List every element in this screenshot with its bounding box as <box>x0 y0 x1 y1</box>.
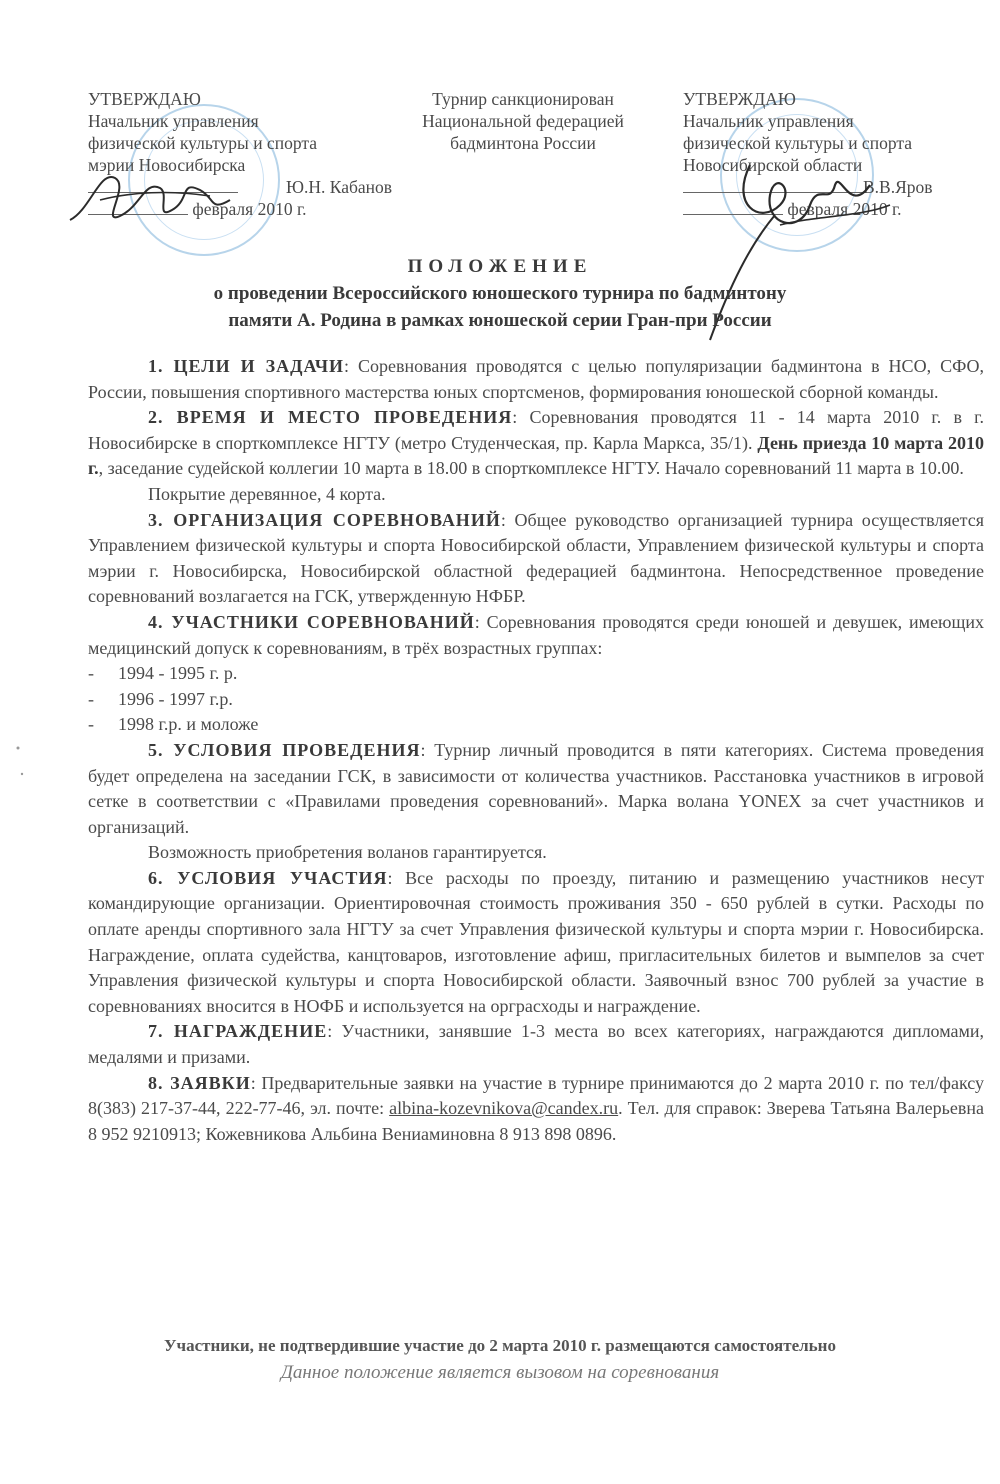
section-text-continued: , заседание судейской коллегии 10 марта в 18.00 в спорткомплексе НГТУ. Начало соревнований 11 марта в 10.00. <box>98 458 964 479</box>
section-heading: 2. ВРЕМЯ И МЕСТО ПРОВЕДЕНИЯ <box>148 407 513 428</box>
document-title: ПОЛОЖЕНИЕ <box>407 256 593 277</box>
section-text: : Турнир личный проводится в пяти категориях. Система проведения будет определена на заседании ГСК, в зависимости от количества участников. Расстановка участников в игровой сетке в соответствии с «Правилами проведения соревнований». Марка волана YONEX за счет участников и организаций. <box>88 739 984 837</box>
position-line-1: Начальник управления <box>88 111 259 131</box>
age-group-item: - 1994 - 1995 г. р. <box>88 663 238 684</box>
section-heading: 3. ОРГАНИЗАЦИЯ СОРЕВНОВАНИЙ <box>148 509 501 530</box>
section-text: : Соревнования проводятся с целью популяризации бадминтона в НСО, СФО, России, повышения спортивного мастерства юных спортсменов, формирования юношеской сборной команды. <box>88 356 985 402</box>
section-text: : Все расходы по проезду, питанию и размещению участников несут командирующие организации. Ориентировочная стоимость проживания 350 - 650 рублей в сутки. Расходы по оплате аренды спортивного зала НГТУ за счет Управления физической культуры и спорта мэрии г. Новосибирска. Награждение, оплата судейства, канцтоваров, изготовление афиш, пригласительных билетов и вымпелов за счет Управления физической культуры и спорта Новосибирской области. Заявочный взнос 700 рублей за участие в соревнованиях вносится в НОФБ и используется на орграсходы и награждение. <box>88 867 984 1016</box>
approve-label: УТВЕРЖДАЮ <box>88 89 201 109</box>
position-line-3: мэрии Новосибирска <box>88 155 246 175</box>
section-heading: 4. УЧАСТНИКИ СОРЕВНОВАНИЙ <box>148 611 475 632</box>
signatory-name: Ю.Н. Кабанов <box>286 177 393 197</box>
age-group-item: - 1998 г.р. и моложе <box>88 714 259 735</box>
position-line-3: Новосибирской области <box>683 155 863 175</box>
section-heading: 6. УСЛОВИЯ УЧАСТИЯ <box>148 867 388 888</box>
position-line-1: Начальник управления <box>683 111 854 131</box>
approve-label: УТВЕРЖДАЮ <box>683 89 796 109</box>
sanction-line-2: Национальной федерацией <box>422 111 624 131</box>
position-line-2: физической культуры и спорта <box>88 133 317 153</box>
section-text: : Соревнования проводятся среди юношей и девушек, имеющих медицинский допуск к соревнованиям, в трёх возрастных группах: <box>88 611 984 658</box>
sanction-line-1: Турнир санкционирован <box>432 89 614 109</box>
email-link[interactable]: albina-kozevnikova@candex.ru <box>389 1098 619 1119</box>
section-heading: 5. УСЛОВИЯ ПРОВЕДЕНИЯ <box>148 739 421 760</box>
section-text: : Предварительные заявки на участие в турнире принимаются до 2 марта 2010 г. по тел/факсу 8(383) 217-37-44, 222-77-46, эл. почте: <box>88 1072 985 1119</box>
section-heading: 1. ЦЕЛИ И ЗАДАЧИ <box>148 356 345 376</box>
position-line-2: физической культуры и спорта <box>683 133 912 153</box>
section-text: : Соревнования проводятся 11 - 14 марта 2010 г. в г. Новосибирске в спорткомплексе НГТУ (метро Студенческая, пр. Карла Маркса, 35/1). <box>88 407 984 453</box>
document-subtitle-line-1: о проведении Всероссийского юношеского турнира по бадминтону <box>213 283 787 304</box>
arrival-date: День приезда 10 марта 2010 г. <box>88 432 985 479</box>
approval-date: февраля 2010 г. <box>192 199 307 219</box>
section-note: Покрытие деревянное, 4 корта. <box>148 483 386 504</box>
document-subtitle-line-2: памяти А. Родина в рамках юношеской серии Гран-при России <box>228 310 772 331</box>
section-heading: 8. ЗАЯВКИ <box>148 1072 251 1093</box>
signatory-name: В.В.Яров <box>863 177 933 197</box>
sanction-line-3: бадминтона России <box>450 133 596 153</box>
age-group-item: - 1996 - 1997 г.р. <box>88 688 233 709</box>
section-heading: 7. НАГРАЖДЕНИЕ <box>148 1021 328 1042</box>
section-text-continued: . Тел. для справок: Зверева Татьяна Валерьевна 8 952 9210913; Кожевникова Альбина Вениаминовна 8 913 898 0896. <box>88 1098 984 1144</box>
footer-invitation: Данное положение является вызовом на соревнования <box>280 1362 720 1383</box>
approval-date: февраля 2010 г. <box>787 199 902 219</box>
age-group-label: 1998 г.р. и моложе <box>118 714 259 735</box>
section-note: Возможность приобретения воланов гарантируется. <box>148 842 547 863</box>
age-group-label: 1996 - 1997 г.р. <box>118 688 233 709</box>
footer-notice: Участники, не подтвердившие участие до 2 марта 2010 г. размещаются самостоятельно <box>164 1336 836 1355</box>
age-group-label: 1994 - 1995 г. р. <box>118 663 238 684</box>
section-text: : Участники, занявшие 1-3 места во всех категориях, награждаются дипломами, медалями и призами. <box>88 1021 984 1068</box>
section-text: : Общее руководство организацией турнира осуществляется Управлением физической культуры и спорта Новосибирской области, Управлением физической культуры и спорта мэрии г. Новосибирска, Новосибирской областной федерацией бадминтона. Непосредственное проведение соревнований возлагается на ГСК, утвержденную НФБР. <box>88 509 985 607</box>
